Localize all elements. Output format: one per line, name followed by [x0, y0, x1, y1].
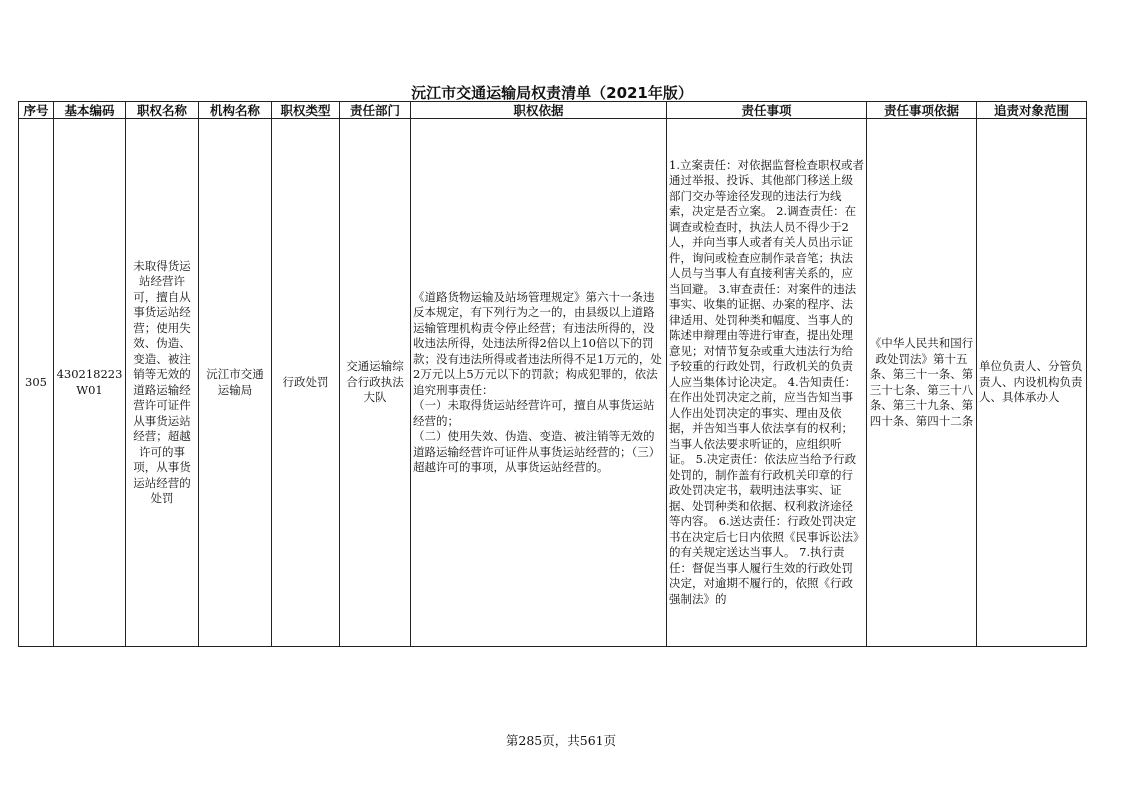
basis-main-text: 《道路货物运输及站场管理规定》第六十一条违反本规定，有下列行为之一的，由县级以上道路运输管理机构责令停止经营；有违法所得的，没收违法所得，处违法所得2倍以上10倍以下的罚款；没有违法所得或者违法所得不足1万元的，处2万元以上5万元以下的罚款；构成犯罪的，依法追究刑事责任：	[413, 289, 662, 397]
responsibility-table	[18, 101, 1087, 647]
cell-duty-basis: 《中华人民共和国行政处罚法》第十五条、第三十一条、第三十七条、第三十八条、第三十九条、第四十条、第四十二条	[867, 119, 977, 647]
header-org-name: 机构名称	[199, 102, 272, 119]
cell-dept: 交通运输综合行政执法大队	[340, 119, 411, 647]
cell-power-type: 行政处罚	[272, 119, 340, 647]
header-code: 基本编码	[54, 102, 126, 119]
table-header-row	[19, 102, 1087, 119]
cell-basis	[411, 119, 667, 647]
cell-org-name: 沅江市交通运输局	[199, 119, 272, 647]
cell-seq: 305	[19, 119, 54, 647]
cell-accountability: 单位负责人、分管负责人、内设机构负责人、具体承办人	[977, 119, 1087, 647]
basis-item-1: （一）未取得货运站经营许可，擅自从事货运站经营的；	[413, 398, 655, 428]
header-duty-basis: 责任事项依据	[867, 102, 977, 119]
header-dept: 责任部门	[340, 102, 411, 119]
table-row	[19, 119, 1087, 647]
header-basis: 职权依据	[411, 102, 667, 119]
page-footer: 第285页，共561页	[505, 733, 617, 748]
header-power-name: 职权名称	[126, 102, 199, 119]
cell-power-name: 未取得货运站经营许可，擅自从事货运站经营；使用失效、伪造、变造、被注销等无效的道路运输经营许可证件从事货运站经营；超越许可的事项，从事货运站经营的处罚	[126, 119, 199, 647]
header-seq: 序号	[19, 102, 54, 119]
header-power-type: 职权类型	[272, 102, 340, 119]
cell-duties: 1.立案责任：对依据监督检查职权或者通过举报、投诉、其他部门移送上级部门交办等途径发现的违法行为线索，决定是否立案。 2.调查责任：在调查或检查时，执法人员不得少于2人，并向当事人或者有关人员出示证件，询问或检查应制作录音笔；执法人员与当事人有直接利害关系的，应当回避。 3.审查责任：对案件的违法事实、收集的证据、办案的程序、法律适用、处罚种类和幅度、当事人的陈述申辩理由等进行审查，提出处理意见；对情节复杂或重大违法行为给予较重的行政处罚，行政机关的负责人应当集体讨论决定。 4.告知责任：在作出处罚决定之前，应当告知当事人作出处罚决定的事实、理由及依据，并告知当事人依法享有的权利；当事人依法要求听证的，应组织听证。 5.决定责任：依法应当给予行政处罚的，制作盖有行政机关印章的行政处罚决定书，载明违法事实、证据、处罚种类和依据、权利救济途径等内容。 6.送达责任：行政处罚决定书在决定后七日内依照《民事诉讼法》的有关规定送达当事人。 7.执行责任：督促当事人履行生效的行政处罚决定，对逾期不履行的，依照《行政强制法》的	[667, 119, 867, 647]
cell-code: 430218223W01	[54, 119, 126, 647]
header-accountability: 追责对象范围	[977, 102, 1087, 119]
header-duties: 责任事项	[667, 102, 867, 119]
basis-item-2: （二）使用失效、伪造、变造、被注销等无效的道路运输经营许可证件从事货运站经营的；（三）超越许可的事项，从事货运站经营的。	[413, 429, 661, 474]
page-title: 沅江市交通运输局权责清单（2021年版）	[411, 84, 693, 102]
